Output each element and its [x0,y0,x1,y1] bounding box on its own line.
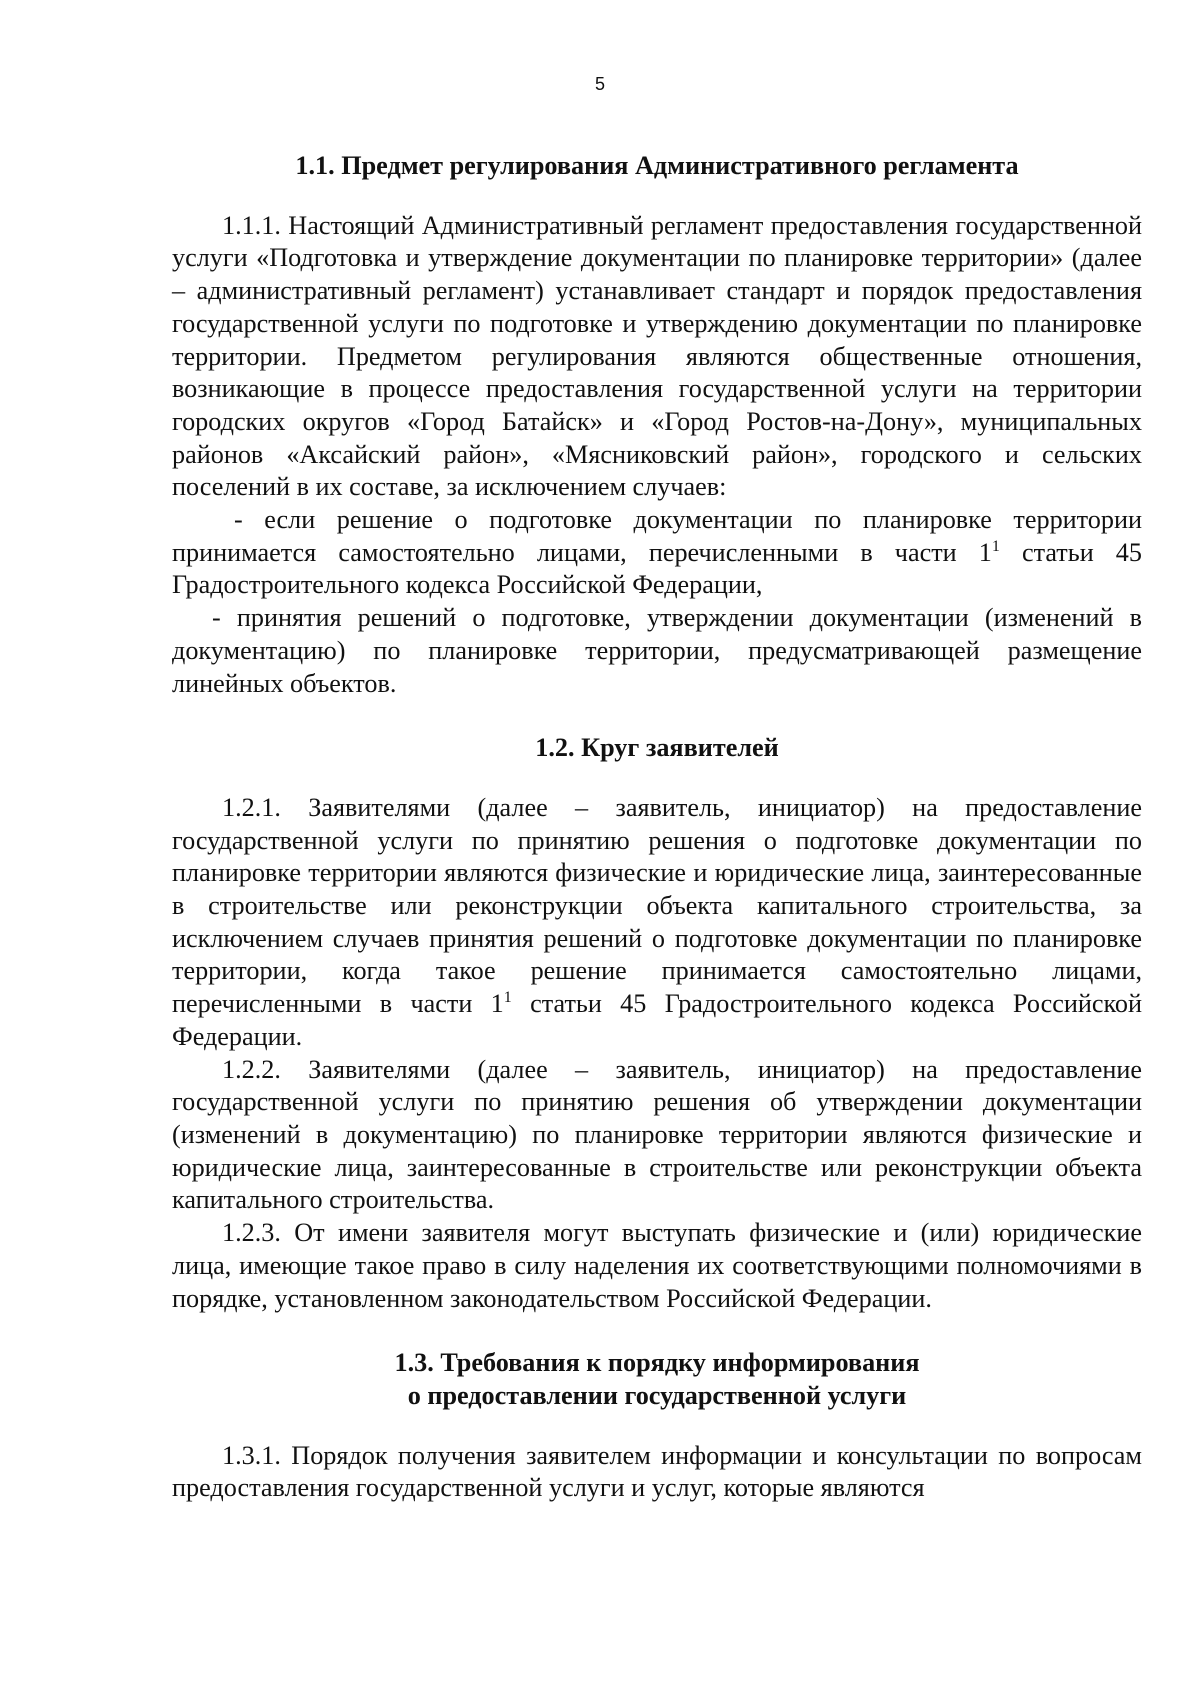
document-body [172,150,1142,1505]
section-heading-1-3-line-1: 1.3. Требования к порядку информирования [394,1348,920,1378]
section-heading-1-3-line-2: о предоставлении государственной услуги [407,1380,907,1410]
paragraph-1-2-1: 1.2.1. Заявителями (далее – заявитель, инициатор) на предоставление государственной услуги по принятию решения о подготовке документации по планировке территории являются физические и юридические лица, заинтересованные в строительстве или реконструкции объекта капитального строительства, за исключением случаев принятия решений о подготовке документации по планировке территории, когда такое решение принимается самостоятельно лицами, перечисленными в части $1^1$ статьи 45 Градостроительного кодекса Российской Федерации. [172,792,1142,1051]
superscript: 1 [503,989,512,1007]
paragraph-1-1-1: 1.1.1. Настоящий Административный регламент предоставления государственной услуги «Подготовка и утверждение документации по планировке территории» (далее – административный регламент) устанавливает стандарт и порядок предоставления государственной услуги по подготовке и утверждению документации по планировке территории. Предметом регулирования являются общественные отношения, возникающие в процессе предоставления государственной услуги на территории городских округов «Город Батайск» и «Город Ростов-на-Дону», муниципальных районов «Аксайский район», «Мясниковский район», городского и сельских поселений в их составе, за исключением случаев: [172,210,1142,502]
paragraph-1-3-1: 1.3.1. Порядок получения заявителем информации и консультации по вопросам предоставления государственной услуги и услуг, которые являются [172,1440,1142,1503]
section-heading-1-1: 1.1. Предмет регулирования Административного регламента [295,151,1019,180]
superscript: 1 [991,537,1000,555]
paragraph-1-2-3: 1.2.3. От имени заявителя могут выступать физические и (или) юридические лица, имеющие такое право в силу наделения их соответствующими полномочиями в порядке, установленном законодательством Российской Федерации. [172,1218,1142,1313]
page-number: 5 [594,74,605,94]
exception-item-1: - если решение о подготовке документации по планировке территории принимается самостоятельно лицами, перечисленными в части $1^1$ статьи 45 Градостроительного кодекса Российской Федерации, [172,505,1142,600]
section-heading-1-3 [172,1347,1142,1412]
exception-item-2: - принятия решений о подготовке, утверждении документации (изменений в документацию) по планировке территории, предусматривающей размещение линейных объектов. [172,603,1142,698]
section-heading-1-2: 1.2. Круг заявителей [535,733,779,763]
paragraph-1-2-2: 1.2.2. Заявителями (далее – заявитель, инициатор) на предоставление государственной услуги по принятию решения об утверждении документации (изменений в документацию) по планировке территории являются физические и юридические лица, заинтересованные в строительстве или реконструкции объекта капитального строительства. [172,1054,1142,1215]
